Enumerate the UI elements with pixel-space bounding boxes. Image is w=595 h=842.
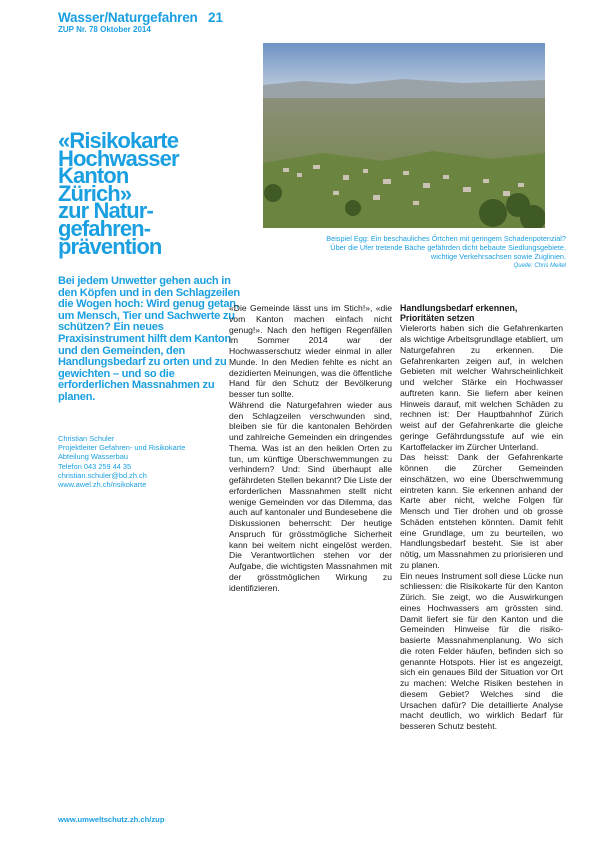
author-name: Christian Schuler (58, 434, 115, 443)
article-column-1 (229, 303, 392, 593)
photo-source: Quelle: Chris Meitel (513, 262, 566, 269)
issue-info: ZUP Nr. 78 Oktober 2014 (58, 25, 151, 34)
caption-line: Über die Ufer tretende Bäche gefährden dicht bebaute Siedlungsgebiete, (330, 243, 566, 253)
author-department: Abteilung Wasserbau (58, 452, 128, 462)
article-title: «Risikokarte Hochwasser Kanton Zürich» zur Natur- gefahren- prävention (58, 128, 179, 259)
author-phone: Telefon 043 259 44 35 (58, 461, 132, 471)
subheading: Handlungsbedarf erkennen, Prioritäten setzen (400, 303, 518, 324)
landscape-illustration (263, 43, 545, 228)
author-role: Projektleiter Gefahren- und Risikokarte (58, 443, 186, 453)
caption-line: Beispiel Egg: Ein beschauliches Örtchen mit geringem Schadenpotenzial? (326, 234, 566, 243)
paragraph: «Die Gemeinde lässt uns im Stich!», «die vom Kanton machen einfach nicht genug!». Nach den heftigen Regenfällen im Sommer 2014 war der Hochwasserschutz wieder einmal in aller Munde. In den Medien fehlte es nicht an dezidierten Meinungen, was die öffentliche Hand für den Schutz der Bevölkerung besser tun sollte. (229, 303, 392, 399)
paragraph: Das heisst: Dank der Gefahrenkarte können die Zürcher Gemeinden einschätzen, wo eine Überschwemmung eintreten kann. Sie erkennen anhand der Karte aber nicht, welche Folgen für Mensch und Tier drohen und ob grosse Schäden entstehen könnten. Damit fehlt eine Grundlage, um zu beurteilen, wo Handlungsbedarf besteht. Sie ist aber nötig, um Massnahmen zu priorisieren und zu planen. (400, 452, 563, 570)
paragraph: Ein neues Instrument soll diese Lücke nun schliessen: die Risikokarte für den Kanton Zürich. Sie zeigt, wo die Auswirkungen eines Hochwassers am grössten sind. Damit liefert sie für den Kanton und die Gemeinden Hinweise für die risiko-basierte Massnahmenplanung. Wo sich die roten Felder häufen, befinden sich so genannte Hotspots. Hier ist es angezeigt, sich ein genaues Bild der Situation vor Ort zu machen: Welche Risiken bestehen in diesem Gebiet? Welches sind die Ursachen dafür? Die detaillierte Analyse macht deutlich, wo wirklich Bedarf für besseren Schutz besteht. (400, 570, 563, 732)
section-title: Wasser/Naturgefahren (58, 10, 198, 25)
photo-caption (263, 234, 566, 270)
footer-url[interactable]: www.umweltschutz.zh.ch/zup (58, 815, 165, 824)
paragraph: Vielerorts haben sich die Gefahrenkarten als wichtige Arbeitsgrundlage etabliert, um Naturgefahren zu erkennen. Die Gefahrenkarten zeigen auf, in welchen Gebieten mit welcher Wahrscheinlichkeit und welcher Stärke ein Hochwasser auftreten kann. Sie liefern aber keinen Hinweis darauf, mit welchen Schäden zu rechnen ist: Der Hauptbahnhof Zürich weist auf der Gefahrenkarte die gleiche geringe Gefährdungsstufe auf wie ein Kartoffelacker im Zürcher Unterland. (400, 323, 563, 452)
author-email[interactable]: christian.schuler@bd.zh.ch (58, 470, 147, 480)
page-number: 21 (208, 10, 224, 25)
paragraph: Während die Naturgefahren wieder aus den Schlagzeilen verschwunden sind, bleiben sie für die kantonalen Behörden und zahlreiche Gemeinden ein dringendes Thema. Was ist an den heiklen Orten zu tun, um künftige Überschwemmungen zu verhindern? Und: Sind überhaupt alle gefährdeten Stellen bekannt? Die Liste der erforderlichen Massnahmen stellt nicht wenige Gemeinden vor das Dilemma, das auch auf kantonaler und Bundesebene die Diskussionen beherrscht: Der heutige Anspruch für grösstmögliche Sicherheit kann bei weitem nicht eingelöst werden. Die Verantwortlichen stehen vor der Aufgabe, die wichtigsten Massnahmen mit der grösstmöglichen Wirkung zu identifizieren. (229, 399, 392, 593)
page-header (58, 10, 258, 34)
author-website[interactable]: www.awel.zh.ch/risikokarte (58, 480, 147, 490)
author-contact (58, 434, 248, 489)
landscape-photo (263, 43, 545, 228)
caption-line: wichtige Verkehrsachsen sowie Zuglinien. (430, 252, 566, 262)
article-column-2 (400, 303, 563, 732)
article-lead: Bei jedem Unwetter gehen auch in den Köpfen und in den Schlagzeilen die Wogen hoch: Wird genug getan, um Mensch, Tier und Sachwerte zu schützen? Ein neues Praxisinstrument hilft dem Kanton und den Gemeinden, den Handlungsbedarf zu orten und zu gewichten – und so die erforderlichen Massnahmen zu planen. (58, 275, 240, 403)
